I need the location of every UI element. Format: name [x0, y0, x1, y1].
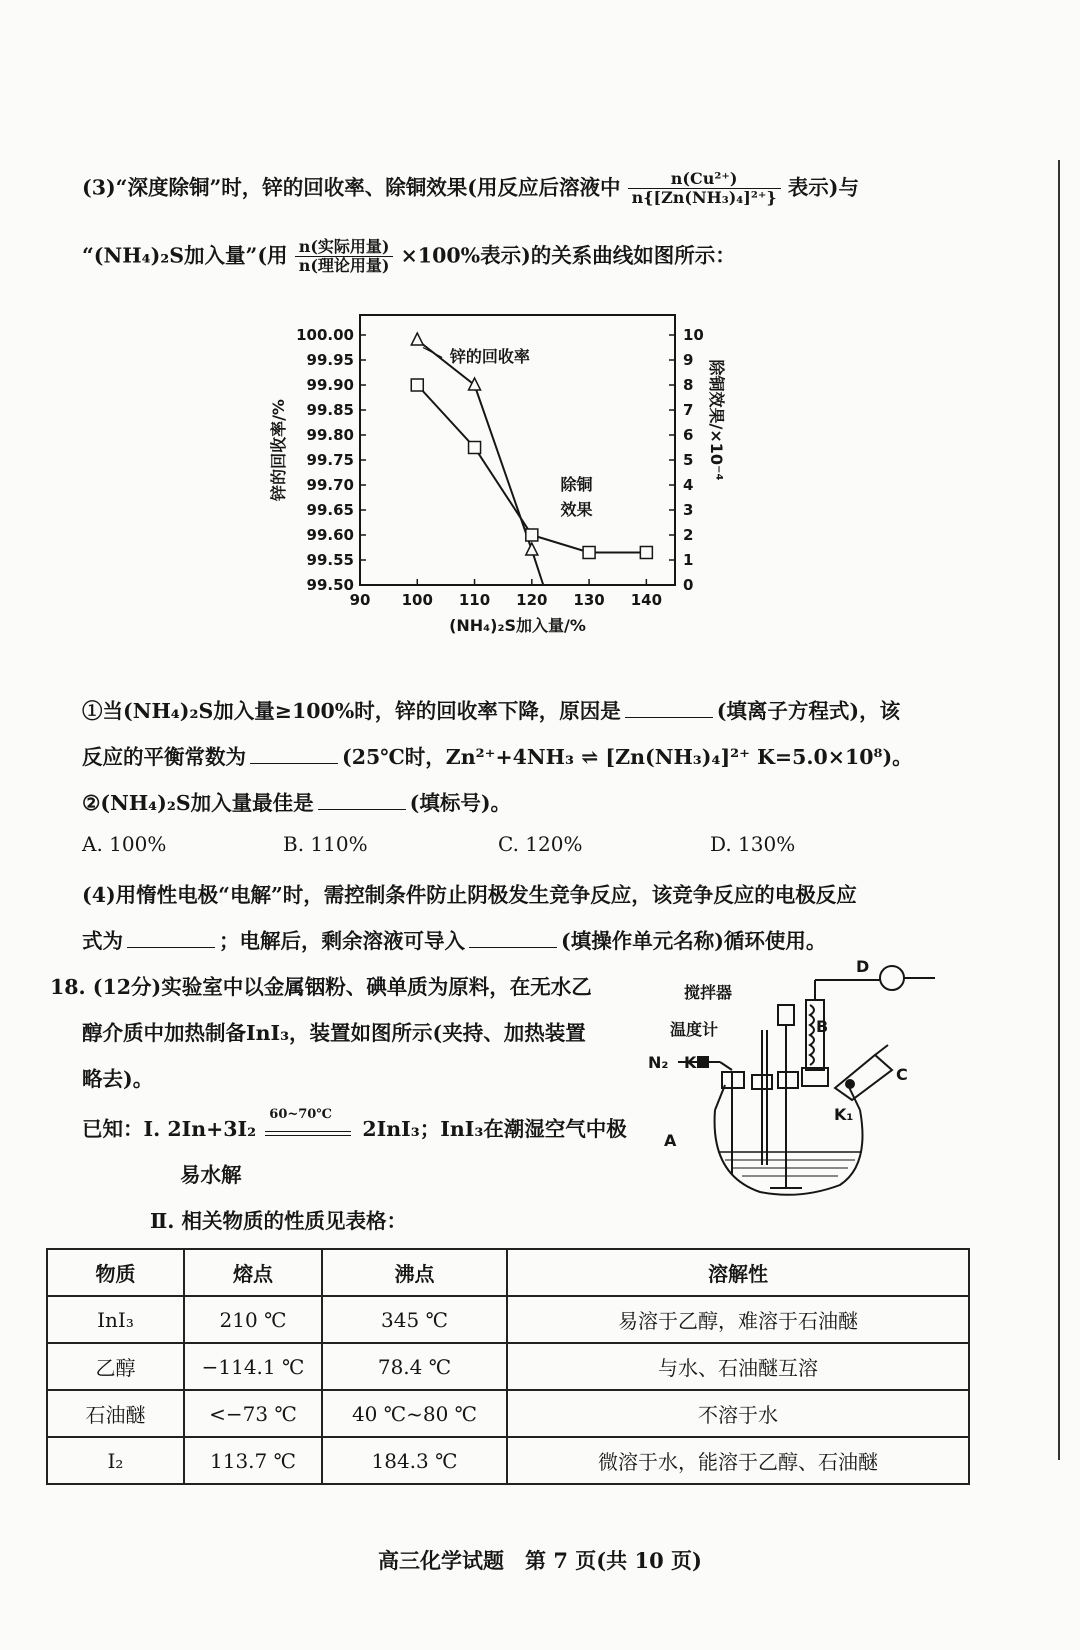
y-right-tick-label: 9: [683, 351, 694, 369]
table-cell: 微溶于水，能溶于乙醇、石油醚: [507, 1437, 969, 1484]
triangle-point: [469, 378, 481, 390]
answer-blank-equilibrium-constant[interactable]: [250, 745, 338, 764]
answer-blank-operation-unit[interactable]: [469, 929, 557, 948]
properties-table: [46, 1248, 970, 1485]
zinc-recovery-copper-removal-chart: [270, 305, 770, 665]
y-right-tick-label: 8: [683, 376, 694, 394]
table-cell: 184.3 ℃: [322, 1437, 507, 1484]
q17-part4-line1: (4)用惰性电极“电解”时，需控制条件防止阴极发生竞争反应，该竞争反应的电极反应: [82, 883, 857, 907]
page-right-rule: [1058, 160, 1060, 1460]
option-b[interactable]: B. 110%: [283, 832, 368, 856]
option-d[interactable]: D. 130%: [710, 832, 796, 856]
page-footer: 高三化学试题 第 7 页(共 10 页): [378, 1548, 702, 1573]
q17-sub2: ②(NH₄)₂S加入量最佳是 (填标号)。: [82, 791, 512, 815]
table-header-cell: 熔点: [184, 1249, 322, 1296]
square-point: [526, 529, 538, 541]
y-right-axis-label: 除铜效果/×10⁻⁴: [707, 359, 726, 481]
apparatus-diagram: [648, 957, 970, 1220]
answer-blank-electrode-reaction[interactable]: [127, 929, 215, 948]
y-right-tick-label: 5: [683, 451, 694, 469]
label-d: D: [856, 957, 870, 976]
x-tick-label: 90: [349, 591, 371, 609]
y-left-tick-label: 100.00: [296, 326, 354, 344]
label-k2: K₂: [684, 1053, 704, 1072]
y-left-tick-label: 99.85: [306, 401, 354, 419]
table-header-row: [47, 1249, 969, 1296]
table-header-cell: 溶解性: [507, 1249, 969, 1296]
x-tick-label: 140: [630, 591, 663, 609]
y-left-tick-label: 99.50: [306, 576, 354, 594]
y-left-tick-label: 99.70: [306, 476, 354, 494]
answer-blank-ionic-equation[interactable]: [625, 699, 713, 718]
q17-part3-line2: “(NH₄)₂S加入量”(用 $\frac{\text{n(实际用量)}}{\text{n(理论用量)}}$ ×100%表示)的关系曲线如图所示：: [82, 237, 736, 276]
table-cell: 与水、石油醚互溶: [507, 1343, 969, 1390]
table-header-cell: 物质: [47, 1249, 184, 1296]
square-point: [583, 547, 595, 559]
option-c[interactable]: C. 120%: [498, 832, 583, 856]
q18-line1: 18. (12分)实验室中以金属铟粉、碘单质为原料，在无水乙: [50, 975, 592, 999]
copper-removal-line: [417, 385, 646, 553]
table-cell: 78.4 ℃: [322, 1343, 507, 1390]
label-a: A: [664, 1131, 677, 1150]
q17-sub1-line1: ①当(NH₄)₂S加入量≥100%时，锌的回收率下降，原因是 (填离子方程式)，该: [82, 699, 901, 723]
y-left-tick-label: 99.90: [306, 376, 354, 394]
label-n2: N₂: [648, 1053, 669, 1072]
annotation-copper-removal-2: 效果: [560, 500, 593, 519]
y-left-tick-label: 99.75: [306, 451, 354, 469]
x-tick-label: 110: [458, 591, 491, 609]
y-left-tick-label: 99.95: [306, 351, 354, 369]
table-row: [47, 1390, 969, 1437]
label-k1: K₁: [834, 1105, 854, 1124]
label-c: C: [896, 1065, 908, 1084]
q18-line2: 醇介质中加热制备InI₃，装置如图所示(夹持、加热装置: [82, 1021, 586, 1045]
annotation-zinc-recovery: 锌的回收率: [449, 347, 530, 366]
q18-known-1: 已知：Ⅰ. 2In+3I₂ 60~70℃ 2InI₃；InI₃在潮湿空气中极: [82, 1106, 627, 1141]
y-right-tick-label: 10: [683, 326, 704, 344]
x-axis-label: (NH₄)₂S加入量/%: [449, 616, 586, 635]
square-point: [469, 442, 481, 454]
x-tick-label: 130: [573, 591, 605, 609]
table-row: [47, 1437, 969, 1484]
y-left-tick-label: 99.80: [306, 426, 354, 444]
y-left-tick-label: 99.65: [306, 501, 354, 519]
table-cell: I₂: [47, 1437, 184, 1484]
y-right-tick-label: 0: [683, 576, 694, 594]
table-cell: 345 ℃: [322, 1296, 507, 1343]
q17-part3-line1: (3)“深度除铜”时，锌的回收率、除铜效果(用反应后溶液中 $\frac{\text{n(Cu²⁺)}}{\text{n\{[Zn(NH₃)₄]²⁺\}}}$ 表示)与: [82, 169, 859, 208]
table-row: [47, 1343, 969, 1390]
annotation-copper-removal-1: 除铜: [560, 475, 593, 494]
ratio-fraction-dose: $\frac{\text{n(实际用量)}}{\text{n(理论用量)}}$: [295, 238, 394, 276]
answer-blank-best-dosage[interactable]: [318, 791, 406, 810]
annotation-zinc-leader: [423, 348, 442, 358]
y-left-axis-label: 锌的回收率/%: [269, 399, 288, 501]
table-cell: 113.7 ℃: [184, 1437, 322, 1484]
table-row: [47, 1296, 969, 1343]
y-right-tick-label: 2: [683, 526, 694, 544]
table-cell: InI₃: [47, 1296, 184, 1343]
y-right-tick-label: 6: [683, 426, 694, 444]
y-right-tick-label: 3: [683, 501, 694, 519]
zinc-recovery-line: [417, 340, 543, 585]
label-thermometer: 温度计: [670, 1020, 719, 1039]
x-tick-label: 120: [516, 591, 548, 609]
table-cell: 乙醇: [47, 1343, 184, 1390]
table-cell: 易溶于乙醇，难溶于石油醚: [507, 1296, 969, 1343]
q17-sub1-line2: 反应的平衡常数为 (25℃时，Zn²⁺+4NH₃ ⇌ [Zn(NH₃)₄]²⁺ K=5.0×10⁸)。: [82, 745, 913, 769]
x-tick-label: 100: [401, 591, 433, 609]
y-right-tick-label: 7: [683, 401, 694, 419]
triangle-point: [411, 333, 423, 345]
y-left-tick-label: 99.60: [306, 526, 354, 544]
square-point: [411, 379, 423, 391]
q18-known-2: Ⅱ. 相关物质的性质见表格：: [150, 1209, 408, 1233]
q18-known-1-cont: 易水解: [180, 1163, 242, 1187]
table-cell: 石油醚: [47, 1390, 184, 1437]
square-point: [640, 547, 652, 559]
y-right-tick-label: 4: [683, 476, 694, 494]
triangle-point: [526, 543, 538, 555]
ratio-fraction-cu: $\frac{\text{n(Cu²⁺)}}{\text{n\{[Zn(NH₃)₄]²⁺\}}}$: [628, 170, 781, 208]
table-cell: 40 ℃~80 ℃: [322, 1390, 507, 1437]
y-right-tick-label: 1: [683, 551, 694, 569]
table-cell: −114.1 ℃: [184, 1343, 322, 1390]
y-left-tick-label: 99.55: [306, 551, 354, 569]
table-cell: 210 ℃: [184, 1296, 322, 1343]
reaction-condition-arrow: 60~70℃: [263, 1121, 355, 1141]
label-b: B: [816, 1017, 829, 1036]
table-cell: 不溶于水: [507, 1390, 969, 1437]
table-cell: <−73 ℃: [184, 1390, 322, 1437]
option-a[interactable]: A. 100%: [82, 832, 167, 856]
label-stirrer: 搅拌器: [684, 983, 733, 1002]
q18-line3: 略去)。: [82, 1067, 154, 1091]
table-header-cell: 沸点: [322, 1249, 507, 1296]
q17-part4-line2: 式为 ；电解后，剩余溶液可导入 (填操作单元名称)循环使用。: [82, 929, 827, 953]
